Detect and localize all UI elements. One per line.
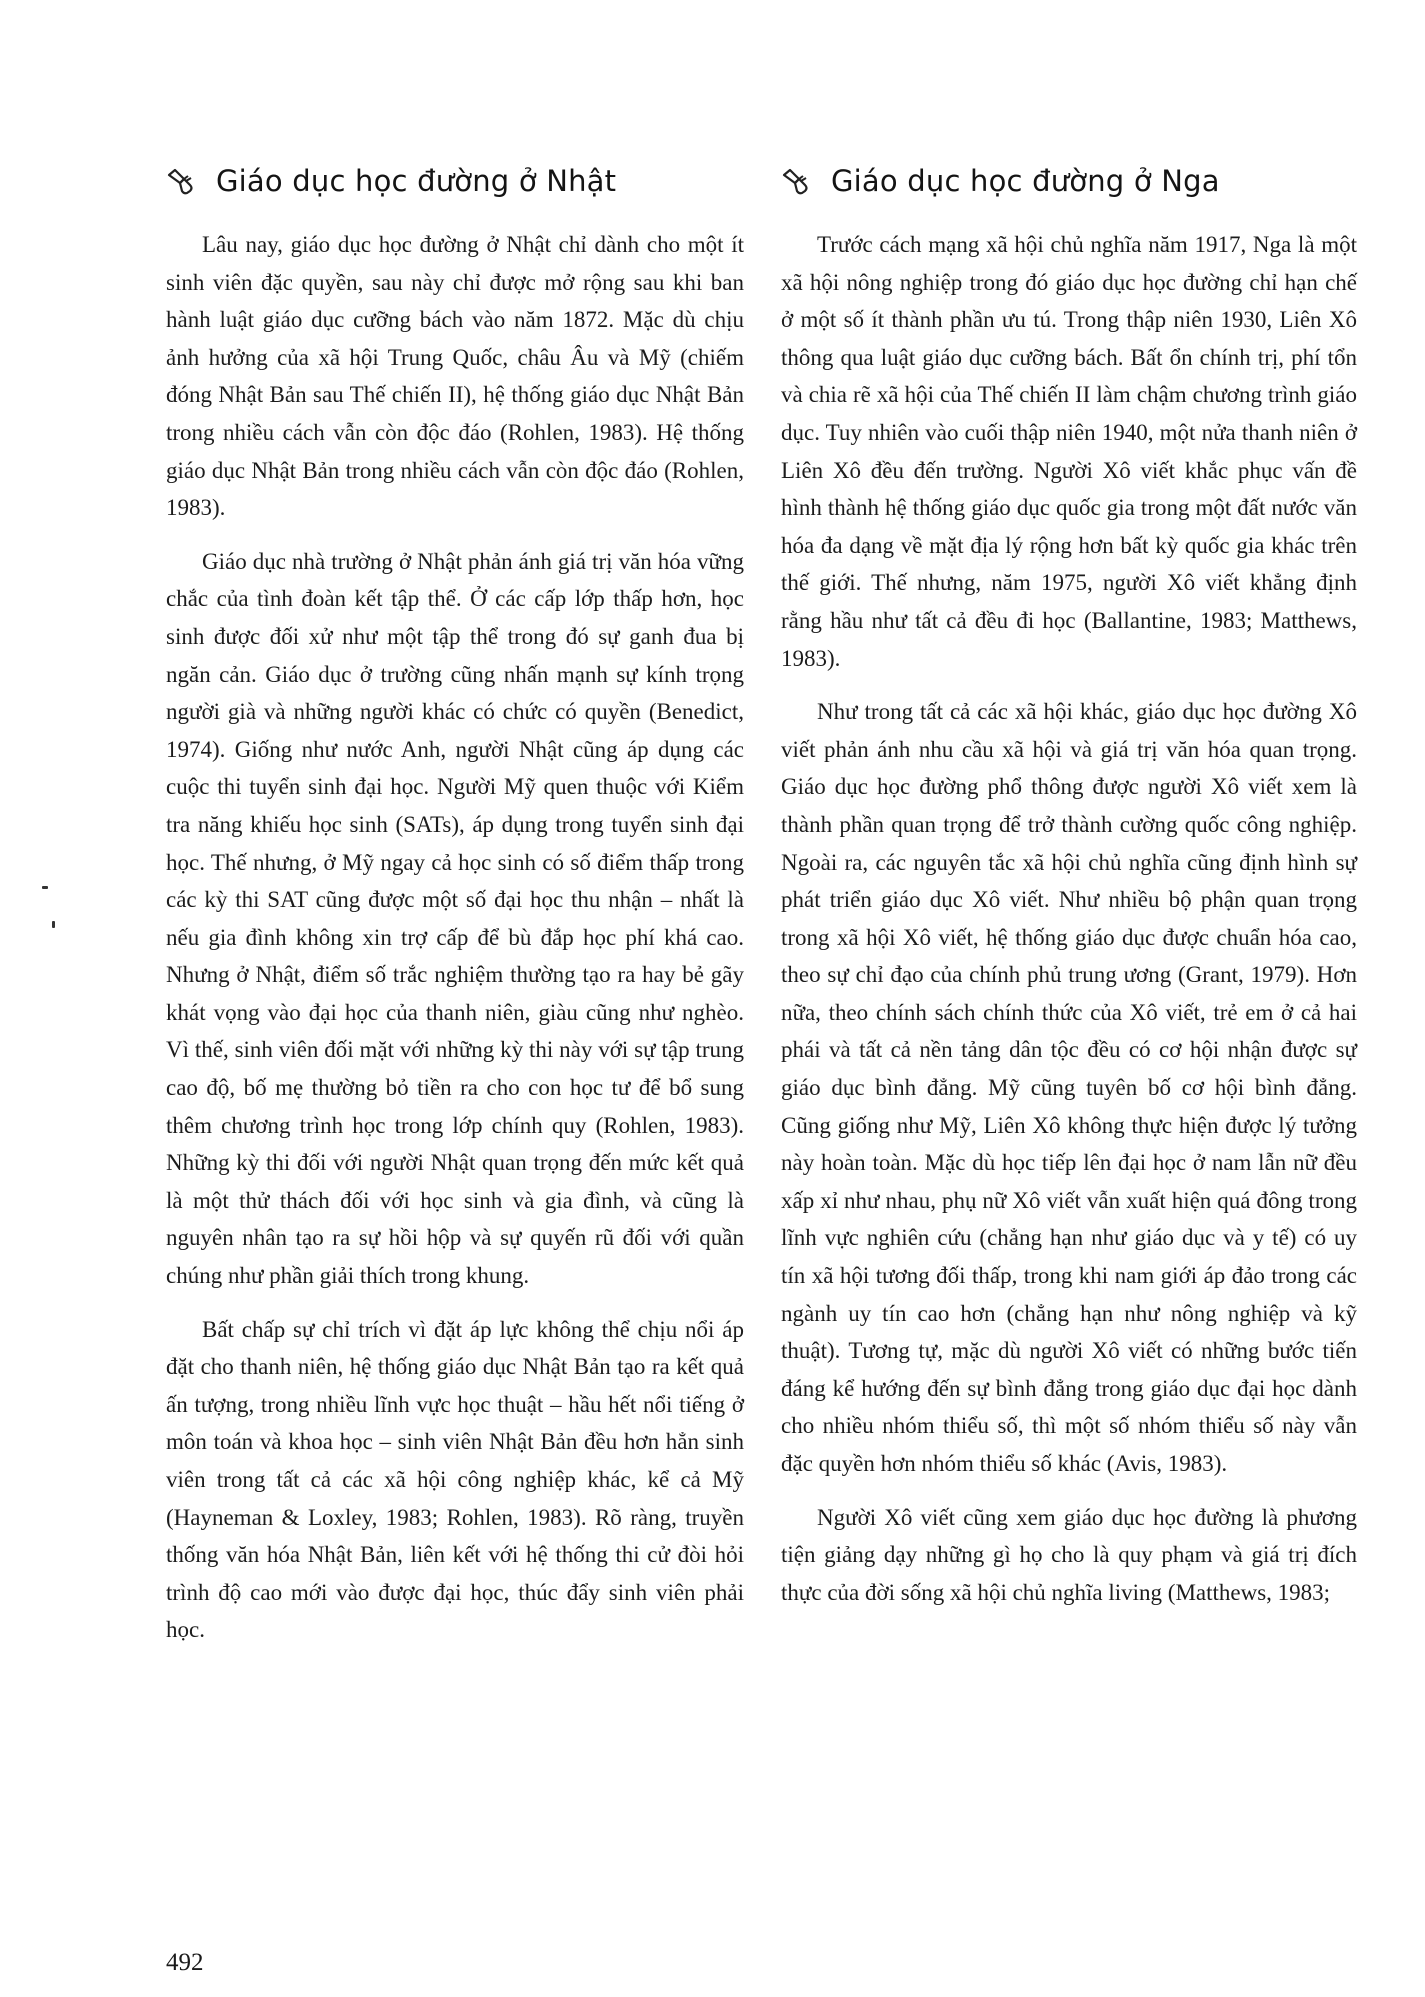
scan-artifact (52, 921, 55, 928)
paragraph: Bất chấp sự chỉ trích vì đặt áp lực không thể chịu nổi áp đặt cho thanh niên, hệ thống giáo dục Nhật Bản tạo ra kết quả ấn tượng, trong nhiều lĩnh vực học thuật – hầu hết nổi tiếng ở môn toán và khoa học – sinh viên Nhật Bản đều hơn hẳn sinh viên trong tất cả các xã hội công nghiệp khác, kể cả Mỹ (Hayneman & Loxley, 1983; Rohlen, 1983). Rõ ràng, truyền thống văn hóa Nhật Bản, liên kết với hệ thống thi cử đòi hỏi trình độ cao mới vào được đại học, thúc đẩy sinh viên phải học. (166, 1316, 744, 1643)
paragraph: Như trong tất cả các xã hội khác, giáo dục học đường Xô viết phản ánh nhu cầu xã hội và giá trị văn hóa quan trọng. Giáo dục học đường phổ thông được người Xô viết xem là thành phần quan trọng để trở thành cường quốc công nghiệp. Ngoài ra, các nguyên tắc xã hội chủ nghĩa cũng định hình sự phát triển giáo dục Xô viết. Như nhiều bộ phận quan trọng trong xã hội Xô viết, hệ thống giáo dục được chuẩn hóa cao, theo sự chỉ đạo của chính phủ trung ương (Grant, 1979). Hơn nữa, theo chính sách chính thức của Xô viết, trẻ em ở cả hai phái và tất cả nền tảng dân tộc đều có cơ hội nhận được sự giáo dục bình đẳng. Mỹ cũng tuyên bố cơ hội bình đẳng. Cũng giống như Mỹ, Liên Xô không thực hiện được lý tưởng này hoàn toàn. Mặc dù học tiếp lên đại học ở nam lẫn nữ đều xấp xỉ như nhau, phụ nữ Xô viết vẫn xuất hiện quá đông trong lĩnh vực nghiên cứu (chẳng hạn như giáo dục và y tế) có uy tín xã hội tương đối thấp, trong khi nam giới áp đảo trong các ngành uy tín cao hơn (chẳng hạn như nông nghiệp và kỹ thuật). Tương tự, mặc dù người Xô viết có những bước tiến đáng kể hướng đến sự bình đẳng trong giáo dục đại học dành cho nhiều nhóm thiểu số, thì một số nhóm thiểu số này vẫn đặc quyền hơn nhóm thiểu số khác (Avis, 1983). (781, 699, 1357, 1476)
section-heading-russia (781, 158, 1357, 204)
paragraph: Trước cách mạng xã hội chủ nghĩa năm 1917, Nga là một xã hội nông nghiệp trong đó giáo dục học đường chỉ hạn chế ở một số ít thành phần ưu tú. Trong thập niên 1930, Liên Xô thông qua luật giáo dục cưỡng bách. Bất ổn chính trị, phí tổn và chia rẽ xã hội của Thế chiến II làm chậm chương trình giáo dục. Tuy nhiên vào cuối thập niên 1940, một nửa thanh niên ở Liên Xô đều đến trường. Người Xô viết khắc phục vấn đề hình thành hệ thống giáo dục quốc gia trong một đất nước văn hóa đa dạng về mặt địa lý rộng hơn bất kỳ quốc gia khác trên thế giới. Thế nhưng, năm 1975, người Xô viết khẳng định rằng hầu như tất cả đều đi học (Ballantine, 1983; Matthews, 1983). (781, 232, 1357, 671)
paragraph: Người Xô viết cũng xem giáo dục học đường là phương tiện giảng dạy những gì họ cho là quy phạm và giá trị đích thực của đời sống xã hội chủ nghĩa living (Matthews, 1983; (781, 1504, 1357, 1605)
pointing-hand-icon (166, 166, 196, 196)
paragraph: Lâu nay, giáo dục học đường ở Nhật chỉ dành cho một ít sinh viên đặc quyền, sau này chỉ được mở rộng sau khi ban hành luật giáo dục cưỡng bách vào năm 1872. Mặc dù chịu ảnh hưởng của xã hội Trung Quốc, châu Âu và Mỹ (chiếm đóng Nhật Bản sau Thế chiến II), hệ thống giáo dục Nhật Bản trong nhiều cách vẫn còn độc đáo (Rohlen, 1983). Hệ thống giáo dục Nhật Bản trong nhiều cách vẫn còn độc đáo (Rohlen, 1983). (166, 232, 744, 521)
section-title: Giáo dục học đường ở Nga (831, 164, 1220, 198)
section-heading-japan (166, 158, 744, 204)
section-title: Giáo dục học đường ở Nhật (216, 164, 617, 198)
page-number: 492 (166, 1949, 204, 1976)
right-column (781, 158, 1357, 1627)
pointing-hand-icon (781, 166, 811, 196)
paragraph: Giáo dục nhà trường ở Nhật phản ánh giá trị văn hóa vững chắc của tình đoàn kết tập thể. Ở các cấp lớp thấp hơn, học sinh được đối xử như một tập thể trong đó sự ganh đua bị ngăn cản. Giáo dục ở trường cũng nhấn mạnh sự kính trọng người già và những người khác có chức có quyền (Benedict, 1974). Giống như nước Anh, người Nhật cũng áp dụng các cuộc thi tuyển sinh đại học. Người Mỹ quen thuộc với Kiểm tra năng khiếu học sinh (SATs), áp dụng trong tuyển sinh đại học. Thế nhưng, ở Mỹ ngay cả học sinh có số điểm thấp trong các kỳ thi SAT cũng được một số đại học thu nhận – nhất là nếu gia đình không xin trợ cấp để bù đắp học phí khá cao. Nhưng ở Nhật, điểm số trắc nghiệm thường tạo ra hay bẻ gãy khát vọng vào đại học của thanh niên, giàu cũng như nghèo. Vì thế, sinh viên đối mặt với những kỳ thi này với sự tập trung cao độ, bố mẹ thường bỏ tiền ra cho con học tư để bổ sung thêm chương trình học trong lớp chính quy (Rohlen, 1983). Những kỳ thi đối với người Nhật quan trọng đến mức kết quả là một thử thách đối với học sinh và gia đình, và cũng là nguyên nhân tạo ra sự hồi hộp và sự quyến rũ đối với quần chúng như phần giải thích trong khung. (166, 548, 744, 1289)
scan-artifact (42, 886, 48, 889)
left-column (166, 158, 744, 1665)
